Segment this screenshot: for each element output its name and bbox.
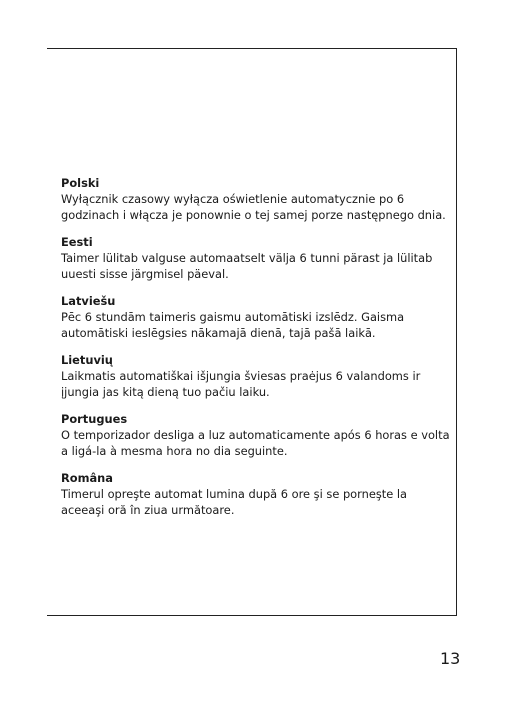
language-heading: Portugues — [61, 412, 128, 426]
language-heading: Latviešu — [61, 294, 116, 308]
language-heading: Româna — [61, 471, 113, 485]
language-text: Taimer lülitab valguse automaatselt välja 6 tunni pärast ja lülitab uuesti sisse järgmisel päeval. — [61, 251, 433, 281]
language-text: Timerul opreşte automat lumina după 6 ore şi se porneşte la aceeaşi oră în ziua următoare. — [61, 487, 408, 517]
language-heading: Polski — [61, 176, 100, 190]
page-number: 13 — [440, 649, 461, 668]
language-heading: Eesti — [61, 235, 93, 249]
section-lietuviu — [61, 353, 453, 400]
language-heading: Lietuvių — [61, 353, 113, 367]
section-polski — [61, 176, 453, 223]
language-text: O temporizador desliga a luz automaticamente após 6 horas e volta a ligá-la à mesma hora no dia seguinte. — [61, 428, 450, 458]
section-latviesu — [61, 294, 453, 341]
language-text: Laikmatis automatiškai išjungia šviesas praėjus 6 valandoms ir įjungia jas kitą dieną tuo pačiu laiku. — [61, 369, 421, 399]
language-text: Pēc 6 stundām taimeris gaismu automātiski izslēdz. Gaisma automātiski ieslēgsies nākamajā dienā, tajā pašā laikā. — [61, 310, 405, 340]
section-portugues — [61, 412, 453, 459]
language-text: Wyłącznik czasowy wyłącza oświetlenie automatycznie po 6 godzinach i włącza je ponownie o tej samej porze następnego dnia. — [61, 192, 446, 222]
section-romana — [61, 471, 453, 518]
section-eesti — [61, 235, 453, 282]
multilingual-content — [61, 176, 453, 530]
